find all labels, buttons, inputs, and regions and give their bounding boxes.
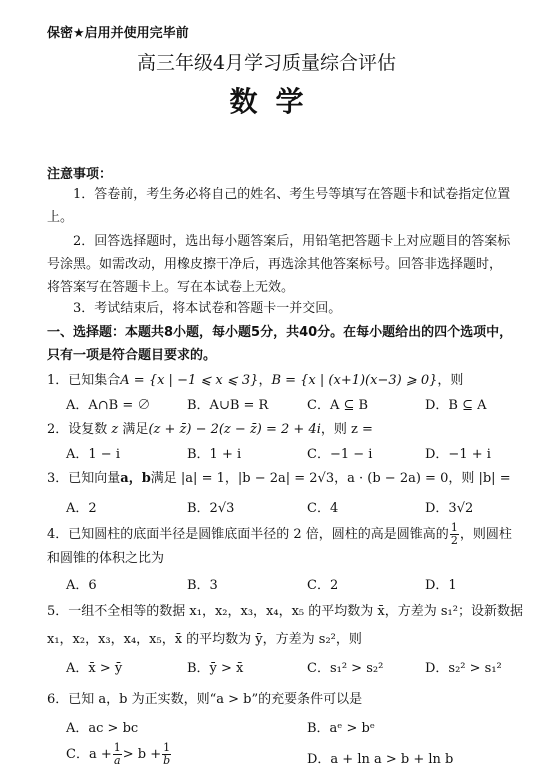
question-4-option-b: B．3 — [187, 578, 218, 593]
question-1-option-b: B．A∪B = R — [187, 398, 269, 413]
question-4-option-d: D．1 — [425, 578, 457, 593]
question-4-option-a: A．6 — [66, 578, 97, 593]
notice-item-3: 3．考试结束后，将本试卷和答题卡一并交回。 — [73, 301, 342, 316]
question-2-option-a: A．1 − i — [66, 447, 120, 462]
question-3-option-c: C．4 — [307, 501, 339, 516]
question-5-option-d: D．s₂² > s₁² — [425, 661, 502, 676]
question-2-option-c: C．−1 − i — [307, 447, 373, 462]
question-5-option-a: A．x̄ > ȳ — [66, 661, 123, 676]
question-5-option-c: C．s₁² > s₂² — [307, 661, 384, 676]
question-6-option-b: B．aᵉ > bᵉ — [307, 721, 375, 736]
confidential-label: 保密★启用并使用完毕前 — [47, 26, 189, 41]
question-6-option-d: D．a + ln a > b + ln b — [307, 752, 454, 767]
fraction-one-over-a: $\frac{1}{a}$ — [113, 741, 121, 767]
question-4-option-c: C．2 — [307, 578, 339, 593]
question-2-stem: 2．设复数 z 满足(z + z̄) − 2(z − z̄) = 2 + 4i，则 z = — [47, 422, 373, 437]
question-6-stem: 6．已知 a，b 为正实数，则“a > b”的充要条件可以是 — [47, 692, 363, 707]
question-3-option-d: D．3√2 — [425, 501, 474, 516]
subject-title: 数学 — [229, 85, 322, 118]
question-1-option-c: C．A ⊆ B — [307, 398, 369, 413]
question-5-option-b: B．ȳ > x̄ — [187, 661, 244, 676]
question-2-option-d: D．−1 + i — [425, 447, 491, 462]
notice-heading: 注意事项： — [47, 167, 113, 182]
notice-item-2: 2．回答选择题时，选出每小题答案后，用铅笔把答题卡上对应题目的答案标号涂黑。如需改动，用橡皮擦干净后，再选涂其他答案标号。回答非选择题时，将答案写在答题卡上。写在本试卷上无效。 — [47, 234, 511, 295]
question-3-stem: 3．已知向量a，b满足 |a| = 1，|b − 2a| = 2√3，a · (b − 2a) = 0，则 |b| = — [47, 471, 511, 486]
question-6-option-c: C．a + $\frac{1}{a}> b$ + $\frac{1}{b}$ — [66, 741, 171, 767]
question-1-stem: 1．已知集合A = {x | −1 ⩽ x ⩽ 3}，B = {x | (x+1)(x−3) ⩾ 0}，则 — [47, 373, 464, 388]
question-5-stem-line-2: x₁，x₂，x₃，x₄，x₅，x̄ 的平均数为 ȳ，方差为 s₂²，则 — [47, 632, 362, 647]
question-2-option-b: B．1 + i — [187, 447, 242, 462]
question-6-option-a: A．ac > bc — [66, 721, 139, 736]
notice-item-1: 1．答卷前，考生务必将自己的姓名、考生号等填写在答题卡和试卷指定位置上。 — [47, 187, 511, 225]
fraction-one-over-b: $\frac{1}{b}$ — [163, 741, 171, 767]
question-5-stem-line-1: 5．一组不全相等的数据 x₁，x₂，x₃，x₄，x₅ 的平均数为 x̄，方差为 s₁²；设新数据 — [47, 604, 523, 619]
question-1-option-a: A．A∩B = ∅ — [66, 398, 151, 413]
question-1-option-d: D．B ⊆ A — [425, 398, 487, 413]
exam-title: 高三年级4月学习质量综合评估 — [136, 52, 397, 74]
question-3-option-a: A．2 — [66, 501, 97, 516]
fraction-one-half: $\frac{1}{2}$ — [450, 521, 458, 547]
section-1-heading: 一、选择题：本题共8小题，每小题5分，共40分。在每小题给出的四个选项中，只有一项是符合题目要求的。 — [47, 325, 513, 363]
question-4-stem: 4．已知圆柱的底面半径是圆锥底面半径的 2 倍，圆柱的高是圆锥高的 $\frac{1}{2}$ ，则圆柱和圆锥的体积之比为 — [47, 521, 512, 566]
question-3-option-b: B．2√3 — [187, 501, 235, 516]
